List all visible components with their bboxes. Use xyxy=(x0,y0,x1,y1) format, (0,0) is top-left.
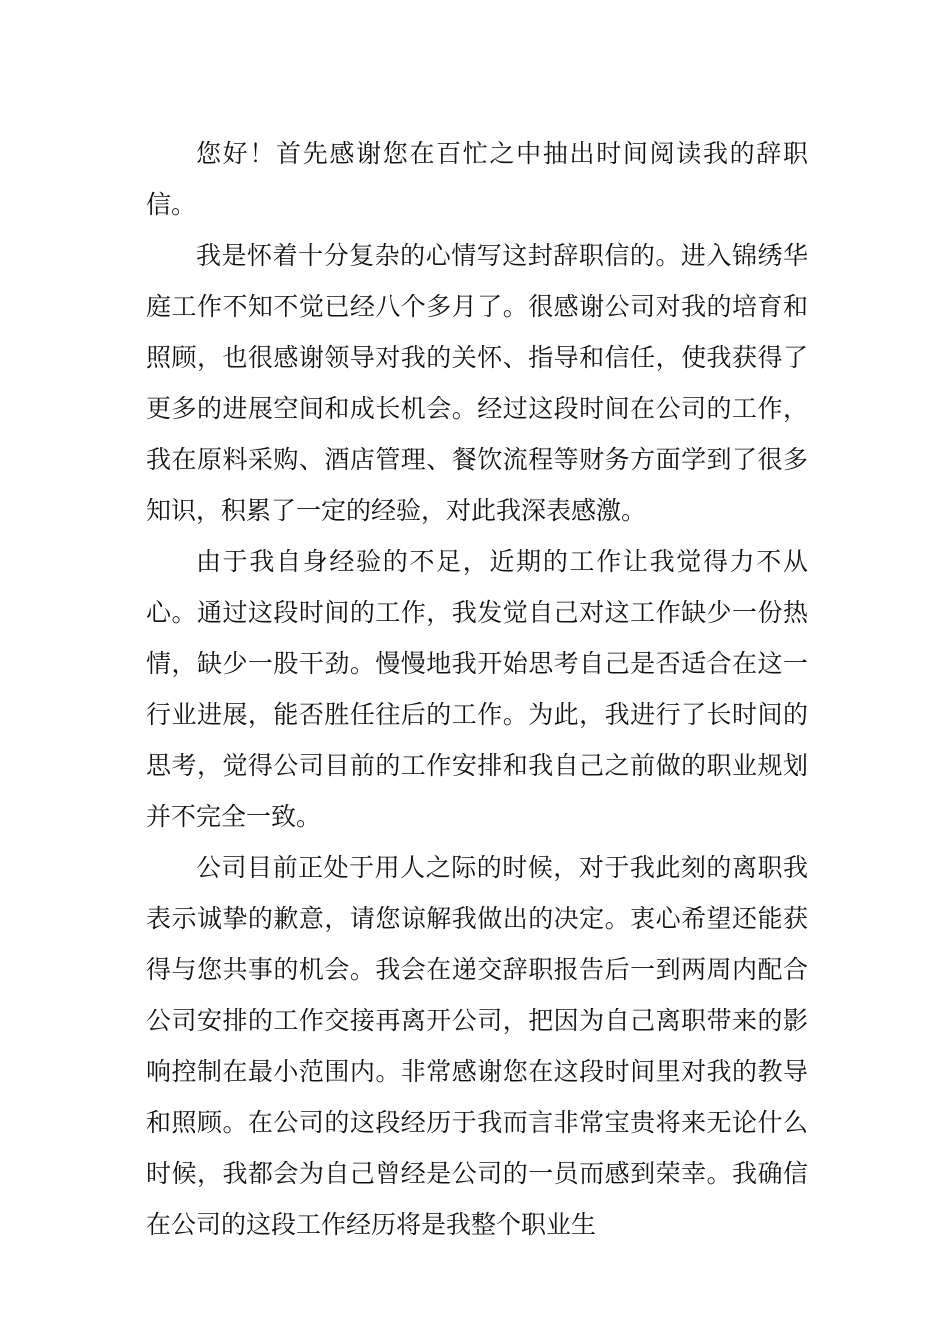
paragraph-apology: 公司目前正处于用人之际的时候，对于我此刻的离职我表示诚挚的歉意，请您谅解我做出的决定。衷心希望还能获得与您共事的机会。我会在递交辞职报告后一到两周内配合公司安排的工作交接再离开公司，把因为自己离职带来的影响控制在最小范围内。非常感谢您在这段时间里对我的教导和照顾。在公司的这段经历于我而言非常宝贵将来无论什么时候，我都会为自己曾经是公司的一员而感到荣幸。我确信在公司的这段工作经历将是我整个职业生 xyxy=(146,853,808,1239)
paragraph-reason: 由于我自身经验的不足，近期的工作让我觉得力不从心。通过这段时间的工作，我发觉自己对这工作缺少一份热情，缺少一股干劲。慢慢地我开始思考自己是否适合在这一行业进展，能否胜任往后的工作。为此，我进行了长时间的思考，觉得公司目前的工作安排和我自己之前做的职业规划并不完全一致。 xyxy=(146,547,808,831)
paragraph-gratitude: 我是怀着十分复杂的心情写这封辞职信的。进入锦绣华庭工作不知不觉已经八个多月了。很感谢公司对我的培育和照顾，也很感谢领导对我的关怀、指导和信任，使我获得了更多的进展空间和成长机会。经过这段时间在公司的工作，我在原料采购、酒店管理、餐饮流程等财务方面学到了很多知识，积累了一定的经验，对此我深表感激。 xyxy=(146,241,808,525)
paragraph-greeting: 您好！首先感谢您在百忙之中抽出时间阅读我的辞职信。 xyxy=(146,139,808,219)
letter-body xyxy=(146,128,808,1250)
